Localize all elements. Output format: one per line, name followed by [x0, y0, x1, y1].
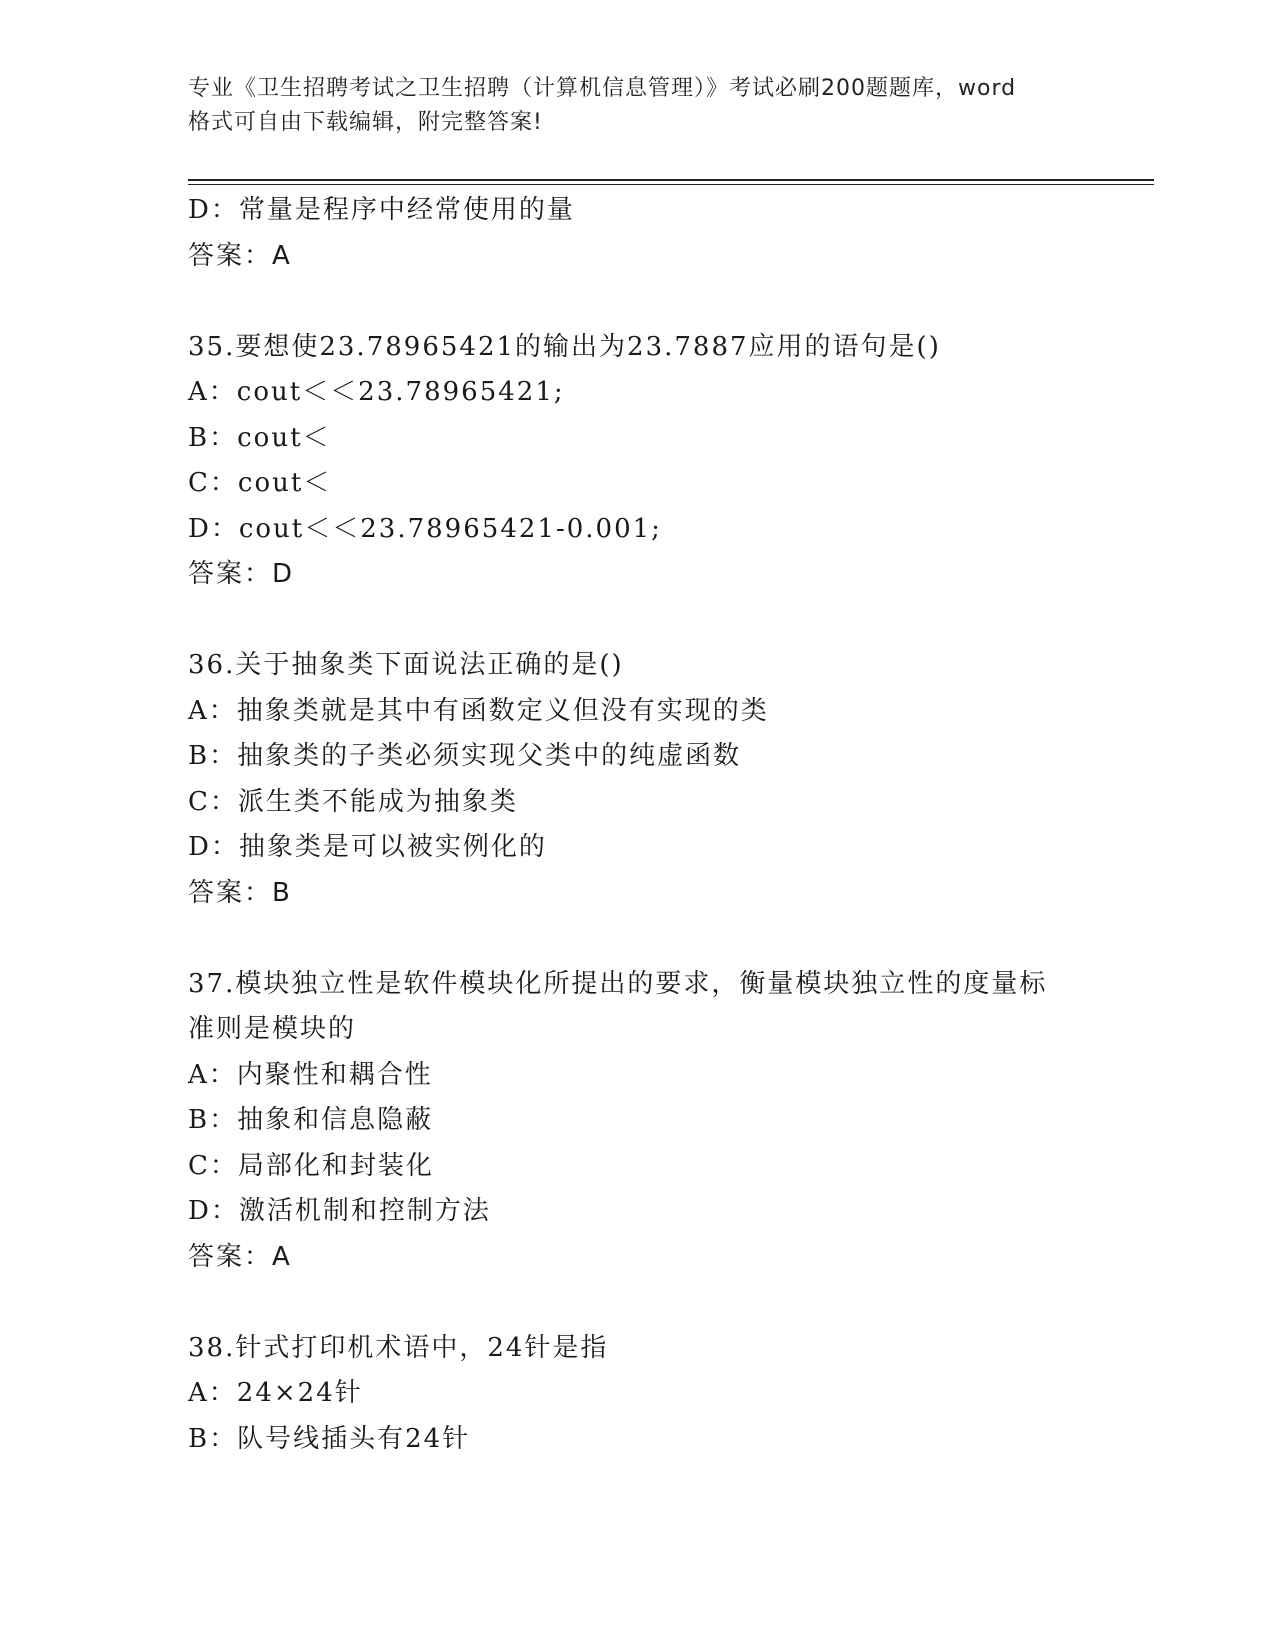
answer-line: 答案：A [188, 240, 292, 271]
answer-line: 答案：D [188, 559, 295, 589]
question-stem-line-1: 37.模块独立性是软件模块化所提出的要求，衡量模块独立性的度量标 [188, 968, 1048, 999]
option-c: C：cout＜ [188, 468, 332, 498]
header-divider-thick [188, 179, 1154, 181]
option-a: A：内聚性和耦合性 [188, 1059, 433, 1090]
question-block-38 [188, 1326, 1148, 1463]
option-b: B：抽象和信息隐蔽 [188, 1105, 434, 1135]
option-a: A：抽象类就是其中有函数定义但没有实现的类 [188, 695, 769, 726]
option-b: B：队号线插头有24针 [188, 1423, 471, 1454]
option-a: A：cout＜＜23.78965421; [188, 377, 565, 407]
question-stem: 36.关于抽象类下面说法正确的是() [188, 650, 624, 680]
question-stem: 38.针式打印机术语中，24针是指 [188, 1332, 609, 1363]
header-divider-thin [188, 184, 1154, 185]
question-block-37 [188, 962, 1148, 1281]
option-a: A：24×24针 [188, 1378, 363, 1408]
answer-line: 答案：B [188, 877, 292, 908]
header-line-1: 专业《卫生招聘考试之卫生招聘（计算机信息管理）》考试必刷200题题库，word [188, 76, 1017, 101]
header-line-2: 格式可自由下载编辑，附完整答案! [188, 110, 543, 135]
option-d: D：常量是程序中经常使用的量 [188, 195, 575, 225]
question-block-35 [188, 325, 1148, 598]
answer-line: 答案：A [188, 1241, 292, 1272]
option-c: C：局部化和封装化 [188, 1150, 434, 1181]
question-block-36 [188, 643, 1148, 916]
option-b: B：cout＜ [188, 422, 331, 453]
option-d: D：激活机制和控制方法 [188, 1196, 491, 1226]
option-c: C：派生类不能成为抽象类 [188, 786, 518, 817]
question-list [188, 188, 1148, 1462]
document-header [188, 72, 1088, 140]
option-d: D：cout＜＜23.78965421-0.001; [188, 513, 662, 544]
option-d: D：抽象类是可以被实例化的 [188, 832, 547, 862]
question-block-prev [188, 188, 1148, 279]
question-stem-line-2: 准则是模块的 [188, 1014, 357, 1044]
question-stem: 35.要想使23.78965421的输出为23.7887应用的语句是() [188, 331, 941, 362]
option-b: B：抽象类的子类必须实现父类中的纯虚函数 [188, 741, 742, 771]
